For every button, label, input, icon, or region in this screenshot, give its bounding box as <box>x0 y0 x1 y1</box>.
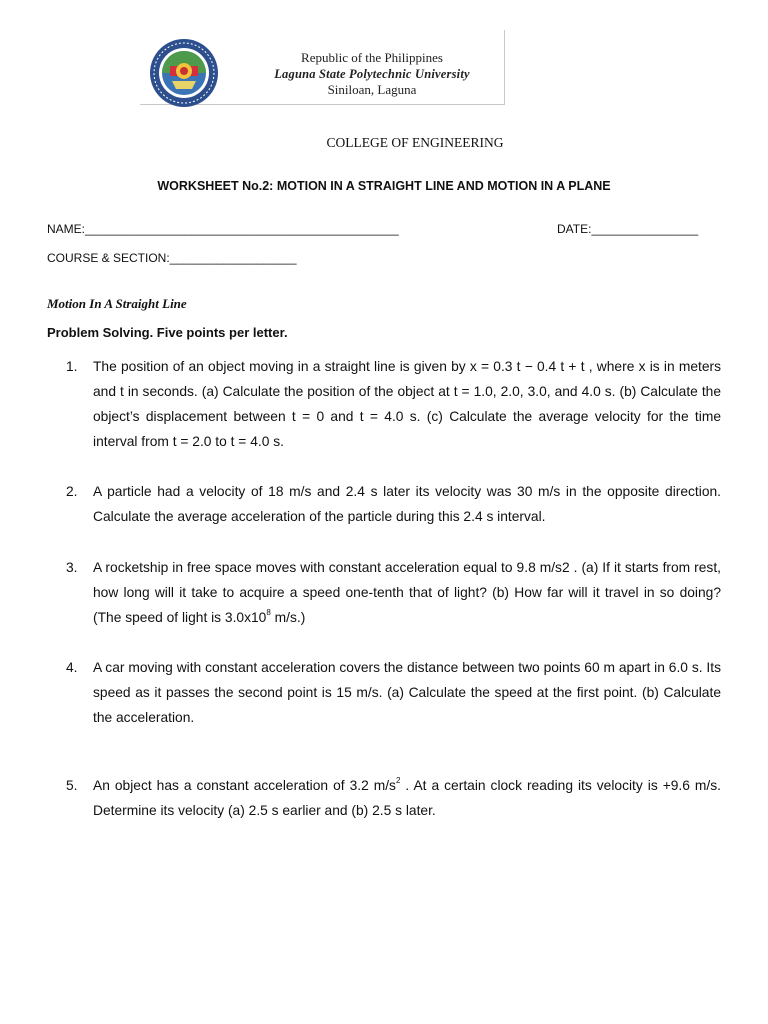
instructions: Problem Solving. Five points per letter. <box>47 325 288 340</box>
exponent: 2 <box>395 776 401 786</box>
problem-number: 2. <box>66 484 78 499</box>
problem-text <box>93 773 721 823</box>
problem-text-part: m/s.) <box>270 610 306 625</box>
letterhead <box>140 30 505 105</box>
section-title: Motion In A Straight Line <box>47 296 187 311</box>
problem-number: 5. <box>66 778 78 793</box>
worksheet-title: WORKSHEET No.2: MOTION IN A STRAIGHT LINE AND MOTION IN A PLANE <box>157 179 611 193</box>
problem-text <box>93 555 721 630</box>
exponent: 8 <box>266 608 271 618</box>
problem-text-part: An object has a constant acceleration of 3.2 m/s <box>93 778 396 793</box>
problem-number: 1. <box>66 359 78 374</box>
date-field[interactable]: DATE:________________ <box>557 222 699 236</box>
problem-text-part: A rocketship in free space moves with constant acceleration equal to 9.8 m/s2 . (a) If it starts from rest, how long will it take to acquire a speed one-tenth that of light? (b) How far will it travel in so doing? (The speed of light is 3.0x10 <box>93 560 721 625</box>
problem-text: The position of an object moving in a straight line is given by x = 0.3 t − 0.4 t + t , where x is in meters and t in seconds. (a) Calculate the position of the object at t = 1.0, 2.0, 3.0, and 4.0 s. (b) Calculate the object’s displacement between t = 0 and t = 4.0 s. (c) Calculate the average velocity for the time interval from t = 2.0 to t = 4.0 s. <box>93 359 721 449</box>
problem-text-part: . At a certain clock reading its velocity is +9.6 m/s. Determine its velocity (a) 2.5 s earlier and (b) 2.5 s later. <box>93 778 721 818</box>
problem-text: A particle had a velocity of 18 m/s and 2.4 s later its velocity was 30 m/s in the opposite direction. Calculate the average acceleration of the particle during this 2.4 s interval. <box>93 484 721 524</box>
name-field[interactable]: NAME:_______________________________________________ <box>47 222 399 236</box>
problem-number: 3. <box>66 560 78 575</box>
college-name: COLLEGE OF ENGINEERING <box>326 135 504 150</box>
problem-number: 4. <box>66 660 78 675</box>
problem-text: A car moving with constant acceleration covers the distance between two points 60 m apart in 6.0 s. Its speed as it passes the second point is 15 m/s. (a) Calculate the speed at the first point. (b) Calculate the acceleration. <box>93 660 721 725</box>
letterhead-country: Republic of the Philippines <box>301 50 443 65</box>
letterhead-text <box>252 50 492 98</box>
letterhead-university: Laguna State Polytechnic University <box>274 67 470 81</box>
letterhead-location: Siniloan, Laguna <box>327 82 417 97</box>
university-seal-icon <box>148 37 220 109</box>
course-section-field[interactable]: COURSE & SECTION:___________________ <box>47 251 297 265</box>
